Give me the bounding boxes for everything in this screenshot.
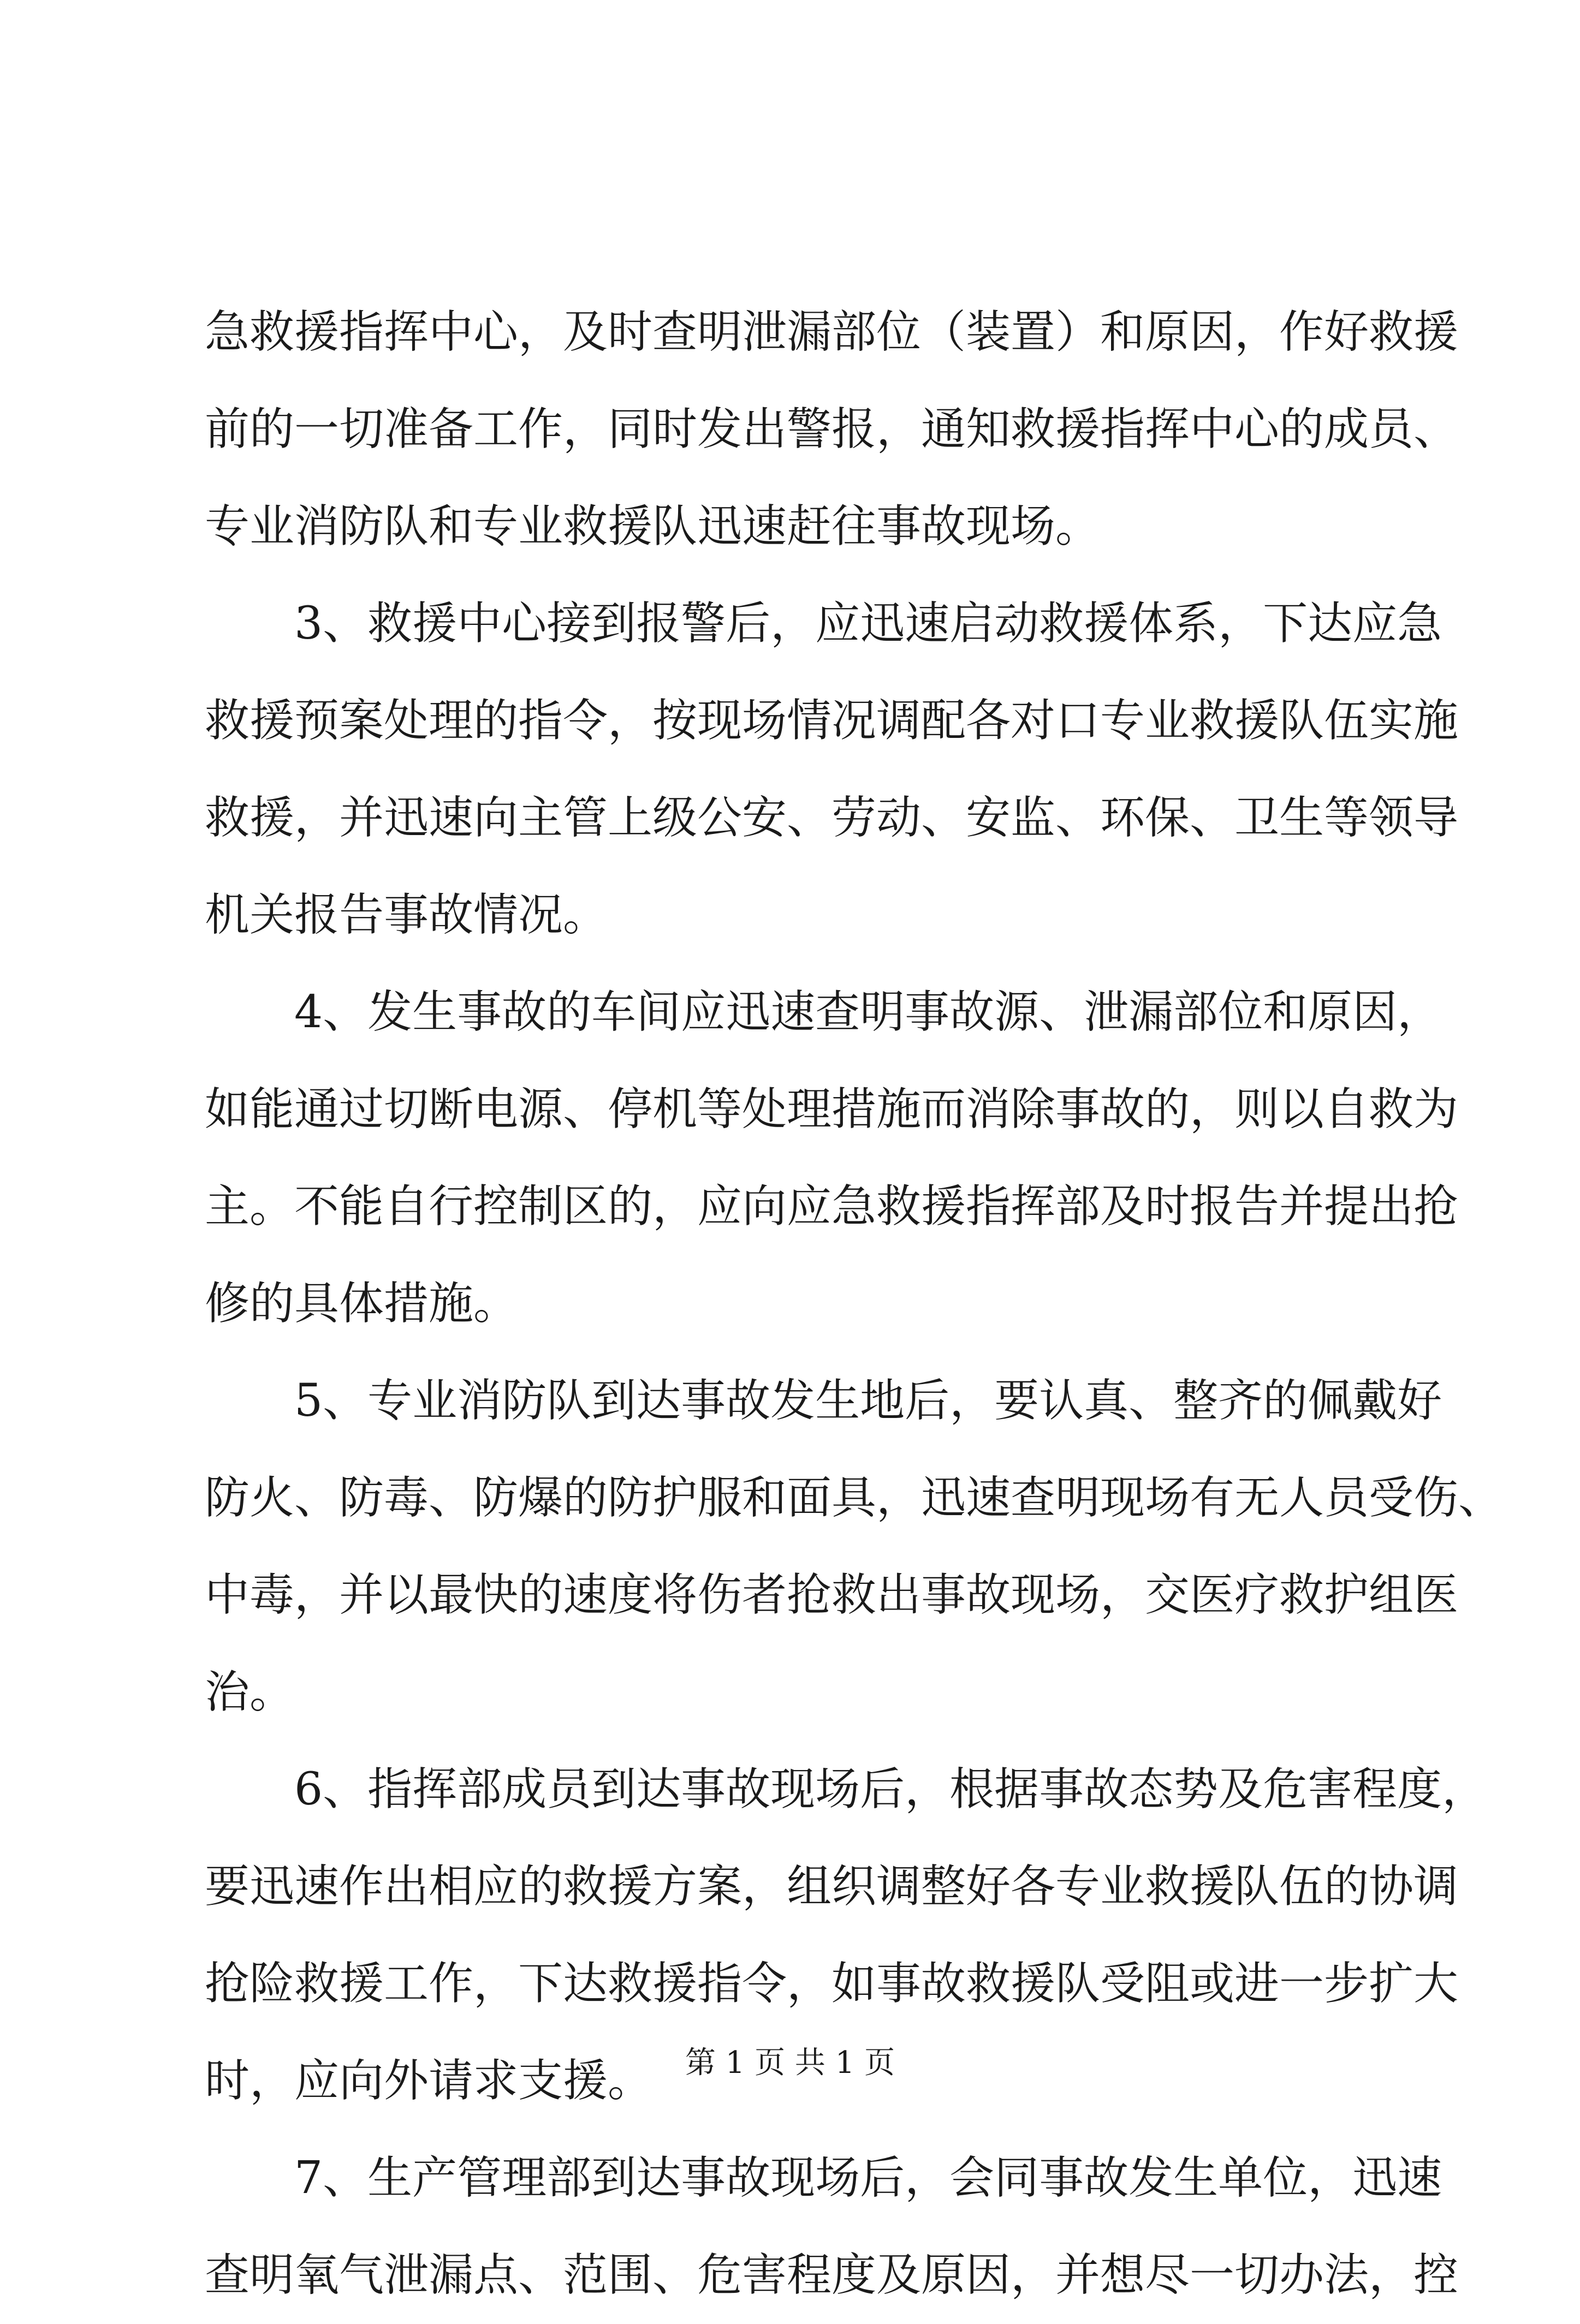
text-line: 抢险救援工作，下达救援指令，如事故救援队受阻或进一步扩大 <box>205 1958 1459 2010</box>
text-line: 主。不能自行控制区的，应向应急救援指挥部及时报告并提出抢 <box>205 1181 1459 1232</box>
text-line: 救援，并迅速向主管上级公安、劳动、安监、环保、卫生等领导 <box>205 792 1459 844</box>
text-line: 中毒，并以最快的速度将伤者抢救出事故现场，交医疗救护组医 <box>205 1569 1459 1621</box>
paragraph <box>205 964 1459 1352</box>
paragraph <box>205 575 1459 964</box>
text-line: 救援预案处理的指令，按现场情况调配各对口专业救援队伍实施 <box>205 695 1459 747</box>
text-line: 专业消防队和专业救援队迅速赶往事故现场。 <box>205 500 1101 552</box>
text-line: 前的一切准备工作，同时发出警报，通知救援指挥中心的成员、 <box>205 403 1459 455</box>
text-line: 4、发生事故的车间应迅速查明事故源、泄漏部位和原因， <box>294 986 1442 1038</box>
text-line: 5、专业消防队到达事故发生地后，要认真、整齐的佩戴好 <box>294 1375 1442 1427</box>
text-line: 如能通过切断电源、停机等处理措施而消除事故的，则以自救为 <box>205 1083 1459 1135</box>
text-line: 要迅速作出相应的救援方案，组织调整好各专业救援队伍的协调 <box>205 1861 1459 1912</box>
text-line: 急救援指挥中心，及时查明泄漏部位（装置）和原因，作好救援 <box>205 306 1459 358</box>
text-line: 查明氧气泄漏点、范围、危害程度及原因，并想尽一切办法，控 <box>205 2249 1459 2301</box>
body-text <box>205 284 1504 2324</box>
paragraph <box>205 284 1459 575</box>
text-line: 防火、防毒、防爆的防护服和面具，迅速查明现场有无人员受伤、 <box>205 1472 1504 1524</box>
text-line: 6、指挥部成员到达事故现场后，根据事故态势及危害程度， <box>294 1763 1487 1815</box>
page-number-label: 第 1 页 共 1 页 <box>685 2045 895 2081</box>
text-line: 7、生产管理部到达事故现场后，会同事故发生单位，迅速 <box>294 2152 1442 2204</box>
text-line: 时，应向外请求支援。 <box>205 2055 653 2107</box>
text-line: 治。 <box>205 1666 295 1718</box>
text-line: 机关报告事故情况。 <box>205 889 608 941</box>
paragraph <box>205 1352 1504 1741</box>
paragraph <box>205 2130 1459 2324</box>
text-line: 修的具体措施。 <box>205 1278 519 1330</box>
text-line: 3、救援中心接到报警后，应迅速启动救援体系，下达应急 <box>294 598 1442 649</box>
page-footer <box>0 2039 1580 2082</box>
